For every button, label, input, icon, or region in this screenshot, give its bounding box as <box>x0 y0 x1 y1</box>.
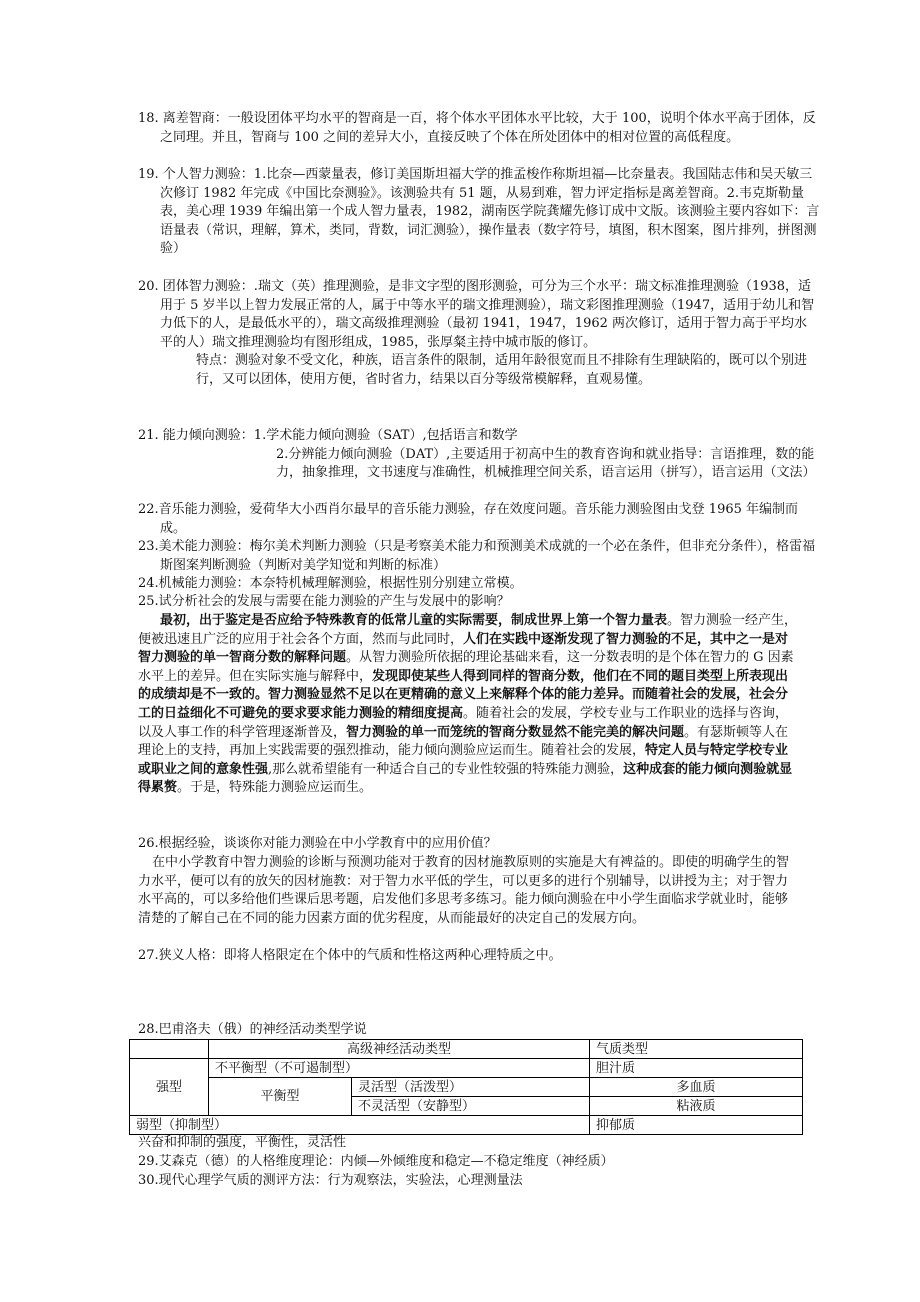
item-25-answer <box>138 612 798 798</box>
item-26-question: 26.根据经验，谈谈你对能力测验在中小学教育中的应用价值？ <box>138 836 497 851</box>
item-23: 23.美术能力测验：梅尔美术判断力测验（只是考察美术能力和预测美术成就的一个必在条件，但非充分条件），格雷福斯图案判断测验（判断对美学知觉和判断的标准） <box>138 539 816 573</box>
item-28-title: 28.巴甫洛夫（俄）的神经活动类型学说 <box>138 1022 367 1037</box>
nervous-type-table <box>129 1039 803 1135</box>
table-cell-weak: 弱型（抑制型） <box>130 1116 590 1135</box>
table-cell <box>130 1040 209 1059</box>
table-row <box>130 1116 803 1135</box>
item-20-text: 20. 团体智力测验：.瑞文（英）推理测验，是非文字型的图形测验，可分为三个水平：瑞文标准推理测验（1938，适用于 5 岁半以上智力发展正常的人，属于中等水平的瑞文推理测验），瑞文彩图推理测验（1947，适用于幼儿和智力低下的人，是最低水平的），瑞文高级推理测验（最初 1941，1947，1962 两次修订，适用于智力高于平均水平的人）瑞文推理测验均有图形组成，1985，张厚粲主持中城市版的修订。 <box>138 279 815 350</box>
answer-text-6: 。于是，特殊能力测验应运而生。 <box>177 780 373 796</box>
item-22: 22.音乐能力测验，爱荷华大小西肖尔最早的音乐能力测验，存在效度问题。音乐能力测验图由戈登 1965 年编制而成。 <box>138 502 799 536</box>
answer-bold-4: 智力测验的单一而笼统的智商分数显然不能完美的解决问题 <box>346 724 685 740</box>
table-cell-sanguine: 多血质 <box>590 1078 803 1097</box>
answer-bold-2: 人们在实践中逐渐发现了智力测验的不足，其中之一是对智力测验的单一智商分数的解释问题 <box>138 631 789 666</box>
item-21-line2: 2.分辨能力倾向测验（DAT）,主要适用于初高中生的教育咨询和就业指导：言语推理，数的能力，抽象推理，文书速度与准确性，机械推理空间关系，语言运用（拼写），语言运用（文法） <box>276 446 816 481</box>
answer-bold-5: 特定人员与特定学校专业或职业之间的意象性强 <box>138 743 789 777</box>
item-24: 24.机械能力测验：本奈特机械理解测验，根据性别分别建立常模。 <box>138 576 523 591</box>
item-29: 29.艾森克（德）的人格维度理论：内倾—外倾维度和稳定—不稳定维度（神经质） <box>138 1154 614 1169</box>
answer-bold-6: 这种成套的能力倾向测验就显得累赘 <box>138 761 793 796</box>
table-cell-unbalanced: 不平衡型（不可遏制型） <box>209 1059 590 1078</box>
item-21 <box>138 427 820 483</box>
table-cell-inert: 不灵活型（安静型） <box>352 1097 590 1116</box>
table-header-temperament: 气质类型 <box>590 1040 803 1059</box>
item-20-features: 特点：测验对象不受文化，种族，语言条件的限制，适用年龄很宽而且不排除有生理缺陷的，既可以个别进行，又可以团体，使用方便，省时省力，结果以百分等级常模解释，直观易懂。 <box>196 353 808 387</box>
item-30: 30.现代心理学气质的测评方法：行为观察法，实验法，心理测量法 <box>138 1173 523 1188</box>
item-27: 27.狭义人格：即将人格限定在个体中的气质和性格这两种心理特质之中。 <box>138 948 562 963</box>
answer-text-2: 。从智力测验所依据的理论基础来看，这一分数表明的是个体在智力的 G 因素水平上的差异。但在实际实施与解释中， <box>138 650 794 684</box>
table-row <box>130 1040 803 1059</box>
answer-bold-3: 发现即使某些人得到同样的智商分数，他们在不同的题目类型上所表现出的成绩却是不一致的。智力测验显然不足以在更精确的意义上来解释个体的能力差异。而随着社会的发展，社会分工的日益细化不可避免的要求要求能力测验的精细度提高 <box>138 668 789 721</box>
answer-bold-1: 最初，出于鉴定是否应给予特殊教育的低常儿童的实际需要，制成世界上第一个智力量表 <box>160 613 668 628</box>
table-note: 兴奋和抑制的强度，平衡性，灵活性 <box>138 1135 347 1150</box>
item-21-line1: 21. 能力倾向测验：1.学术能力倾向测验（SAT）,包括语言和数学 <box>138 428 518 443</box>
table-header-type: 高级神经活动类型 <box>209 1040 590 1059</box>
table-row <box>130 1059 803 1078</box>
answer-text-3: 。随着社会的发展，学校专业与工作职业的选择与咨询，以及人事工作的科学管理逐渐普及， <box>138 705 789 740</box>
table-cell-choleric: 胆汁质 <box>590 1059 803 1078</box>
answer-text-4: 。有瑟斯顿等人在理论上的支持，再加上实践需要的强烈推动，能力倾向测验应运而生。随着社会的发展， <box>138 724 789 759</box>
item-20 <box>138 278 820 390</box>
table-cell-melancholic: 抑郁质 <box>590 1116 803 1135</box>
item-25-question: 25.试分析社会的发展与需要在能力测验的产生与发展中的影响？ <box>138 594 510 609</box>
answer-text-5: ,那么就希望能有一种适合自己的专业性较强的特殊能力测验， <box>268 761 624 777</box>
item-18: 18. 离差智商：一般设团体平均水平的智商是一百，将个体水平团体水平比较，大于 100，说明个体水平高于团体，反之同理。并且，智商与 100 之间的差异大小，直接反映了个体在所处团体中的相对位置的高低程度。 <box>138 111 816 145</box>
answer-text-1: 。智力测验一经产生，便被迅速且广泛的应用于社会各个方面，然而与此同时， <box>138 613 798 647</box>
table-cell-phlegmatic: 粘液质 <box>590 1097 803 1116</box>
table-row <box>130 1078 803 1097</box>
item-26-answer: 在中小学教育中智力测验的诊断与预测功能对于教育的因材施教原则的实施是大有裨益的。即使的明确学生的智力水平，便可以有的放矢的因材施教：对于智力水平低的学生，可以更多的进行个别辅导，以讲授为主；对于智力水平高的，可以多给他们些课后思考题，启发他们多思考多练习。能力倾向测验在中小学生面临求学就业时，能够清楚的了解自己在不同的能力因素方面的优劣程度，从而能最好的决定自己的发展方向。 <box>138 855 790 926</box>
table-cell-balanced: 平衡型 <box>209 1078 352 1116</box>
table-cell-strong: 强型 <box>130 1059 209 1116</box>
table-cell-lively: 灵活型（活泼型） <box>352 1078 590 1097</box>
item-19: 19. 个人智力测验：1.比奈—西蒙量表，修订美国斯坦福大学的推孟梭作称斯坦福—比奈量表。我国陆志伟和吴天敏三次修订 1982 年完成《中国比奈测验》。该测验共有 51 题，从易到难，智力评定指标是离差智商。2.韦克斯勒量表，美心理 1939 年编出第一个成人智力量表，1982，湖南医学院龚耀先修订成中文版。该测验主要内容如下：言语量表（常识，理解，算术，类同，背数，词汇测验），操作量表（数字符号，填图，积木图案，图片排列，拼图测验） <box>138 167 820 257</box>
